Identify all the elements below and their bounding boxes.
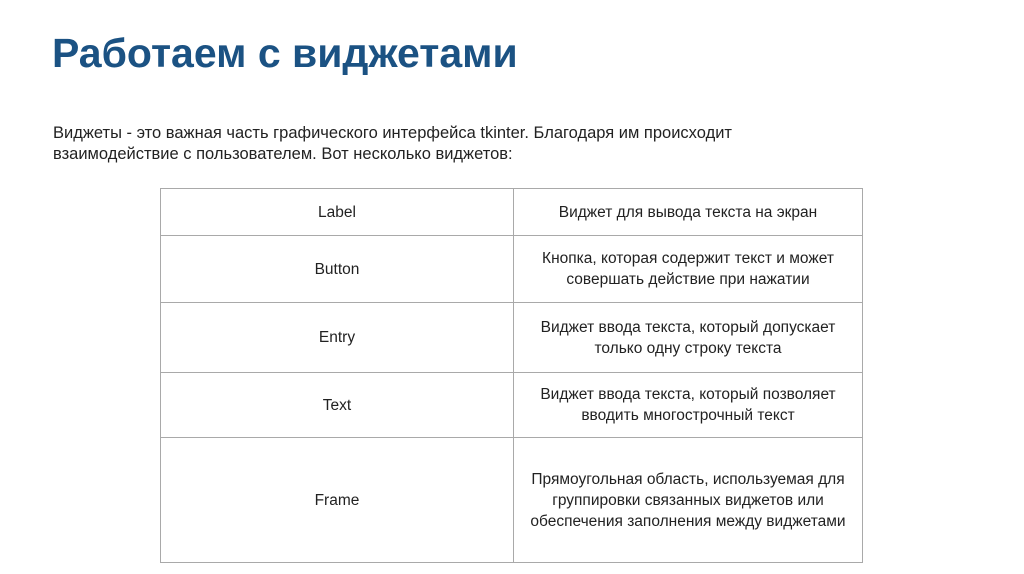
table-row — [161, 189, 863, 236]
widget-description-text: Виджет ввода текста, который позволяет вводить многострочный текст — [540, 386, 836, 424]
widget-description-text: Прямоугольная область, используемая для группировки связанных виджетов или обеспечения заполнения между виджетами — [530, 470, 846, 530]
widgets-table — [160, 188, 863, 563]
widget-description — [514, 236, 863, 303]
widget-description — [514, 189, 863, 236]
widget-description-text: Кнопка, которая содержит текст и может совершать действие при нажатии — [542, 250, 834, 288]
widget-description — [514, 303, 863, 373]
widget-name: Label — [161, 189, 514, 236]
widget-description — [514, 438, 863, 563]
table-row — [161, 236, 863, 303]
widget-name: Entry — [161, 303, 514, 373]
widget-description-text: Виджет ввода текста, который допускает только одну строку текста — [540, 318, 836, 357]
intro-text: Виджеты - это важная часть графического интерфейса tkinter. Благодаря им происходит взаимодействие с пользователем. Вот несколько виджетов: — [53, 124, 732, 163]
table-row — [161, 303, 863, 373]
widget-description-text: Виджет для вывода текста на экран — [558, 203, 818, 221]
widget-description — [514, 373, 863, 438]
table-row — [161, 373, 863, 438]
table-row — [161, 438, 863, 563]
widget-name: Frame — [161, 438, 514, 563]
slide-title: Работаем с виджетами — [52, 30, 518, 76]
widget-name: Button — [161, 236, 514, 303]
widget-name: Text — [161, 373, 514, 438]
